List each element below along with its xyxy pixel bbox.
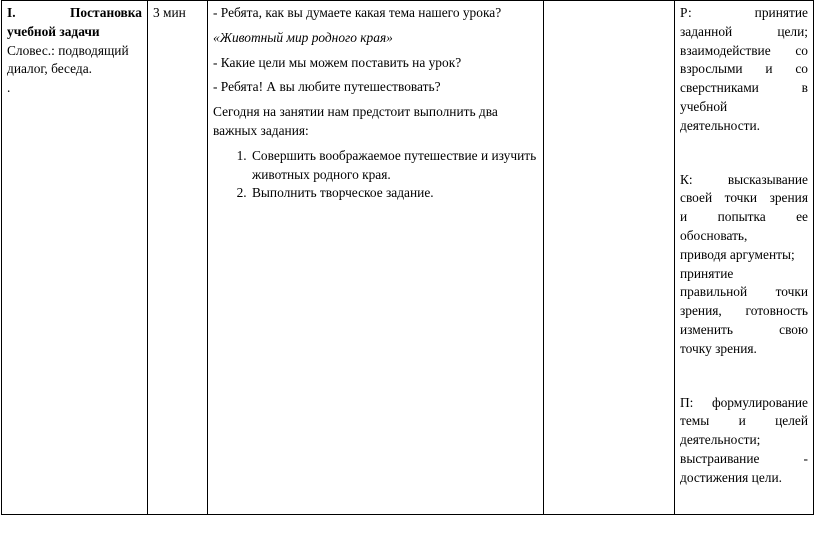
- uud-text: правильной: [680, 284, 748, 300]
- lesson-plan-table: [1, 0, 814, 515]
- uud-text: Р:: [680, 5, 692, 20]
- question-goals: - Какие цели мы можем поставить на урок?: [213, 54, 462, 70]
- uud-text: деятельности.: [680, 117, 761, 133]
- uud-text: формулирование: [711, 394, 808, 410]
- uud-regulative: [680, 4, 808, 136]
- uud-text: со: [795, 42, 808, 58]
- uud-text: и: [765, 61, 773, 77]
- uud-cognitive: [680, 394, 808, 488]
- uud-text: сверстниками: [680, 80, 759, 96]
- stage-dot: .: [7, 80, 11, 96]
- uud-communicative: [680, 171, 808, 359]
- uud-text: свою: [779, 321, 808, 337]
- uud-text: точку зрения.: [680, 340, 757, 356]
- lesson-topic: «Животный мир родного края»: [213, 29, 393, 45]
- uud-text: ее: [796, 209, 808, 225]
- uud-text: достижения цели.: [680, 469, 782, 485]
- uud-text: принятие: [754, 5, 808, 20]
- uud-text: зрения: [769, 190, 808, 206]
- uud-text: и: [738, 413, 746, 429]
- uud-text: темы: [680, 413, 710, 429]
- table-row: [2, 1, 814, 515]
- uud-text: готовность: [745, 303, 808, 319]
- uud-text: и: [680, 209, 688, 225]
- uud-text: взаимодействие: [680, 42, 771, 58]
- stage-number: I.: [7, 5, 16, 20]
- list-item: 2. Выполнить творческое задание.: [250, 184, 538, 203]
- uud-cell: [675, 1, 814, 515]
- uud-text: целей: [775, 413, 808, 429]
- stage-title: [7, 4, 142, 23]
- uud-text: со: [795, 61, 808, 77]
- uud-text: попытка: [717, 209, 766, 225]
- uud-text: выстраивание: [680, 450, 760, 466]
- uud-text: взрослыми: [680, 61, 743, 77]
- duration-text: 3 мин: [153, 5, 186, 20]
- uud-text: приводя аргументы;: [680, 246, 795, 262]
- uud-text: точки: [724, 190, 758, 206]
- stage-title-line2: учебной задачи: [7, 23, 100, 39]
- uud-text: заданной: [680, 23, 733, 39]
- teacher-activity-cell: [208, 1, 544, 515]
- uud-text: своей: [680, 190, 713, 206]
- uud-text: точки: [775, 284, 808, 300]
- uud-text: -: [803, 450, 808, 466]
- uud-text: К:: [680, 171, 693, 187]
- uud-text: в: [801, 80, 808, 96]
- uud-text: обосновать,: [680, 227, 748, 243]
- stage-cell: [2, 1, 148, 515]
- uud-text: высказывание: [727, 171, 808, 187]
- uud-text: деятельности;: [680, 432, 761, 448]
- uud-text: цели;: [777, 23, 808, 39]
- stage-title-word: Постановка: [69, 5, 142, 20]
- duration-cell: [148, 1, 208, 515]
- question-travel: - Ребята! А вы любите путешествовать?: [213, 79, 441, 95]
- uud-text: изменить: [680, 321, 733, 337]
- uud-text: П:: [680, 394, 694, 410]
- stage-method: Словес.: подводящий диалог, беседа.: [7, 42, 129, 77]
- question-topic: - Ребята, как вы думаете какая тема нашего урока?: [213, 5, 502, 20]
- lesson-intro: Сегодня на занятии нам предстоит выполнить два важных задания:: [213, 104, 498, 138]
- student-activity-cell: [544, 1, 675, 515]
- uud-text: учебной: [680, 98, 728, 114]
- uud-text: принятие: [680, 265, 734, 281]
- task-list: [213, 147, 538, 203]
- uud-text: зрения,: [680, 303, 722, 319]
- list-item: 1. Совершить воображаемое путешествие и изучить животных родного края.: [250, 147, 538, 185]
